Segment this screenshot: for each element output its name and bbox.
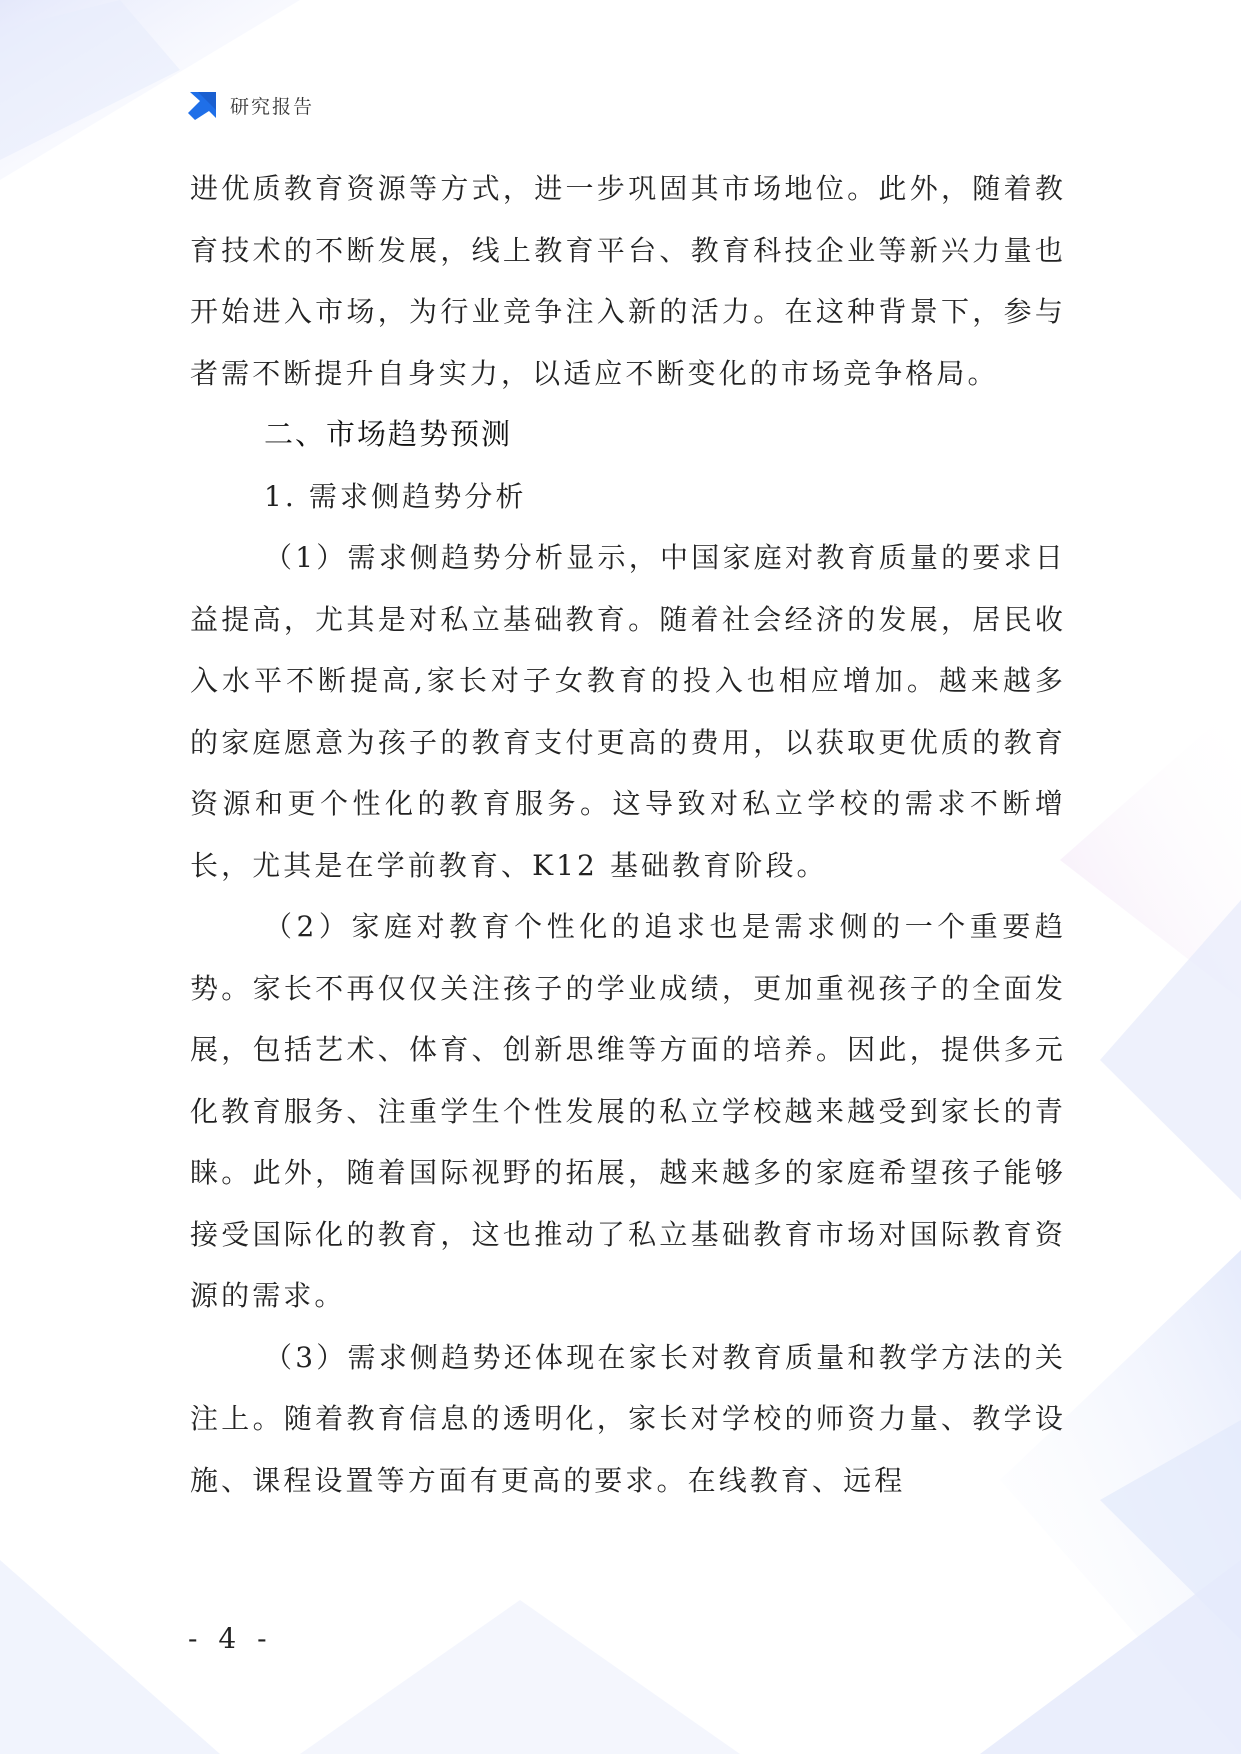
subsection-heading: 1. 需求侧趋势分析 — [264, 479, 527, 513]
arrow-up-right-icon — [186, 88, 220, 122]
paragraph-continuation: 进优质教育资源等方式，进一步巩固其市场地位。此外，随着教育技术的不断发展，线上教育平台、教育科技企业等新兴力量也开始进入市场，为行业竞争注入新的活力。在这种背景下，参与者需不断提升自身实力，以适应不断变化的市场竞争格局。 — [190, 172, 1066, 390]
document-body — [190, 158, 1066, 1511]
section-heading: 二、市场趋势预测 — [264, 417, 513, 451]
paragraph-demand-2: （2）家庭对教育个性化的追求也是需求侧的一个重要趋势。家长不再仅仅关注孩子的学业成绩，更加重视孩子的全面发展，包括艺术、体育、创新思维等方面的培养。因此，提供多元化教育服务、注重学生个性发展的私立学校越来越受到家长的青睐。此外，随着国际视野的拓展，越来越多的家庭希望孩子能够接受国际化的教育，这也推动了私立基础教育市场对国际教育资源的需求。 — [190, 910, 1066, 1312]
paragraph-demand-1: （1）需求侧趋势分析显示，中国家庭对教育质量的要求日益提高，尤其是对私立基础教育。随着社会经济的发展，居民收入水平不断提高,家长对子女教育的投入也相应增加。越来越多的家庭愿意为孩子的教育支付更高的费用，以获取更优质的教育资源和更个性化的教育服务。这导致对私立学校的需求不断增长，尤其是在学前教育、K12 基础教育阶段。 — [190, 541, 1066, 882]
report-label: 研究报告 — [230, 95, 315, 118]
paragraph-demand-3: （3）需求侧趋势还体现在家长对教育质量和教学方法的关注上。随着教育信息的透明化，家长对学校的师资力量、教学设施、课程设置等方面有更高的要求。在线教育、远程 — [190, 1340, 1066, 1497]
page-number: - 4 - — [188, 1622, 273, 1655]
report-header — [186, 88, 314, 122]
